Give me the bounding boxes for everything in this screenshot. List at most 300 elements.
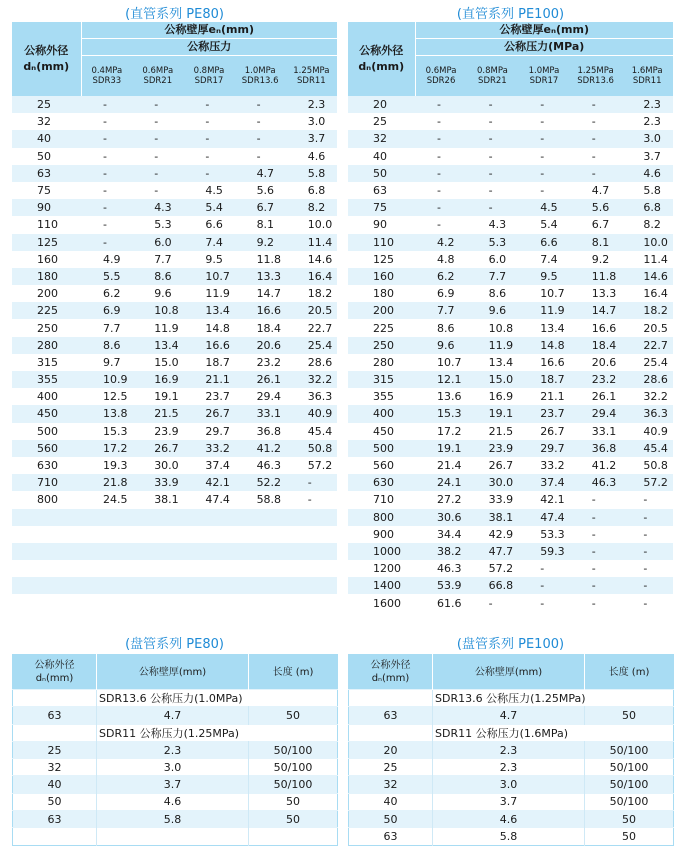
length-cell: 50/100 [585, 793, 674, 810]
wall-cell: 4.3 [467, 216, 519, 233]
wall-cell: 6.8 [286, 182, 337, 199]
wall-cell [286, 560, 337, 577]
wall-cell [286, 594, 337, 611]
wall-cell: 2.3 [433, 759, 585, 776]
dn-cell: 560 [12, 440, 81, 457]
dn-header: 公称外径 dₙ(mm) [348, 22, 415, 96]
wall-cell: 36.8 [235, 423, 286, 440]
pe100-straight-table [348, 22, 673, 612]
wall-cell: - [467, 594, 519, 611]
table-row [348, 491, 673, 508]
wall-cell: 7.7 [132, 251, 183, 268]
wall-cell: 57.2 [621, 474, 673, 491]
dn-cell: 63 [348, 182, 415, 199]
wall-cell: 3.7 [97, 776, 249, 793]
dn-cell: 560 [348, 457, 415, 474]
wall-cell: 4.7 [97, 707, 249, 724]
table-row [13, 707, 338, 724]
wall-cell: - [183, 148, 234, 165]
wall-cell: - [467, 148, 519, 165]
length-cell: 50/100 [585, 759, 674, 776]
wall-cell: 6.8 [621, 199, 673, 216]
dn-cell: 160 [348, 268, 415, 285]
wall-cell [235, 594, 286, 611]
dn-cell [12, 594, 81, 611]
table-row [348, 285, 673, 302]
table-row [349, 707, 674, 724]
table-row [12, 594, 337, 611]
wall-cell: 19.1 [132, 388, 183, 405]
sdr-group-label: SDR11 公称压力(1.25MPa) [97, 724, 338, 741]
wall-cell: 14.8 [518, 337, 570, 354]
wall-cell: - [132, 165, 183, 182]
wall-cell: 3.0 [621, 130, 673, 147]
wall-cell: 21.5 [132, 405, 183, 422]
dn-header: 公称外径 dₙ(mm) [13, 655, 97, 690]
wall-cell: - [132, 113, 183, 130]
dn-cell: 40 [349, 793, 433, 810]
table-row [12, 113, 337, 130]
table-row [348, 337, 673, 354]
wall-cell: 33.2 [518, 457, 570, 474]
wall-cell: 11.9 [518, 302, 570, 319]
wall-cell: 15.3 [81, 423, 132, 440]
length-cell: 50 [585, 811, 674, 828]
dn-cell: 32 [349, 776, 433, 793]
pressure-sdr-header: 1.25MPa SDR11 [286, 56, 337, 97]
wall-cell: 59.3 [518, 543, 570, 560]
wall-cell: 61.6 [415, 594, 467, 611]
wall-cell: 6.0 [132, 234, 183, 251]
pe80-straight-caption: (直管系列 PE80) [125, 7, 224, 22]
wall-cell: - [518, 577, 570, 594]
table-row [13, 793, 338, 810]
wall-cell: 7.7 [467, 268, 519, 285]
dn-cell: 355 [12, 371, 81, 388]
dn-cell: 40 [12, 130, 81, 147]
dn-cell: 1600 [348, 594, 415, 611]
wall-cell: - [183, 113, 234, 130]
wall-cell: 28.6 [621, 371, 673, 388]
table-row [348, 96, 673, 113]
wall-cell: - [518, 148, 570, 165]
dn-cell: 180 [12, 268, 81, 285]
dn-cell: 75 [348, 199, 415, 216]
wall-cell: 47.4 [518, 509, 570, 526]
table-row [12, 543, 337, 560]
wall-cell: - [621, 594, 673, 611]
dn-cell: 32 [12, 113, 81, 130]
wall-cell: 21.8 [81, 474, 132, 491]
wall-cell: 21.1 [518, 388, 570, 405]
wall-cell [235, 560, 286, 577]
table-row [12, 474, 337, 491]
wall-cell: 10.7 [518, 285, 570, 302]
table-row [348, 234, 673, 251]
wall-cell: 5.3 [467, 234, 519, 251]
wall-cell: 29.7 [183, 423, 234, 440]
dn-cell: 280 [12, 337, 81, 354]
dn-cell: 75 [12, 182, 81, 199]
table-row [12, 405, 337, 422]
wall-cell: 42.1 [183, 474, 234, 491]
sdr-group-label: SDR13.6 公称压力(1.25MPa) [433, 690, 674, 707]
pressure-sdr-header: 0.8MPa SDR21 [467, 56, 519, 97]
wall-cell: - [81, 96, 132, 113]
wall-cell: 23.2 [235, 354, 286, 371]
wall-cell: 11.9 [183, 285, 234, 302]
wall-cell: 4.9 [81, 251, 132, 268]
wall-cell [132, 543, 183, 560]
wall-cell: 4.2 [415, 234, 467, 251]
wall-cell: - [81, 182, 132, 199]
wall-cell: - [415, 130, 467, 147]
wall-cell: 8.1 [235, 216, 286, 233]
dn-cell: 250 [348, 337, 415, 354]
wall-cell [132, 509, 183, 526]
wall-cell: - [183, 96, 234, 113]
wall-cell: 23.9 [467, 440, 519, 457]
table-row [348, 268, 673, 285]
wall-cell: 6.9 [415, 285, 467, 302]
wall-cell: 6.0 [467, 251, 519, 268]
dn-cell: 500 [12, 423, 81, 440]
wall-cell: 3.7 [286, 130, 337, 147]
wall-cell: - [467, 130, 519, 147]
wall-cell: 5.6 [235, 182, 286, 199]
wall-cell [81, 560, 132, 577]
wall-cell: - [570, 130, 622, 147]
wall-cell [235, 526, 286, 543]
dn-cell: 40 [13, 776, 97, 793]
wall-cell: 8.6 [81, 337, 132, 354]
table-row [349, 741, 674, 758]
wall-cell: 9.6 [467, 302, 519, 319]
table-row [12, 268, 337, 285]
length-cell: 50 [249, 811, 338, 828]
wall-cell: 57.2 [286, 457, 337, 474]
wall-cell: 16.6 [518, 354, 570, 371]
wall-cell: 4.6 [286, 148, 337, 165]
table-row [348, 302, 673, 319]
wall-cell: - [467, 113, 519, 130]
dn-cell: 500 [348, 440, 415, 457]
dn-cell: 63 [349, 707, 433, 724]
dn-cell: 315 [12, 354, 81, 371]
wall-cell: 17.2 [415, 423, 467, 440]
wall-cell: 23.2 [570, 371, 622, 388]
wall-cell: 3.7 [621, 148, 673, 165]
table-row [348, 199, 673, 216]
wall-cell: - [570, 560, 622, 577]
table-row [348, 457, 673, 474]
wall-cell: - [518, 130, 570, 147]
wall-cell: 52.2 [235, 474, 286, 491]
wall-cell: 57.2 [467, 560, 519, 577]
table-row [12, 354, 337, 371]
wall-cell: - [467, 165, 519, 182]
dn-cell: 125 [348, 251, 415, 268]
wall-cell: 3.0 [433, 776, 585, 793]
wall-cell: 10.7 [415, 354, 467, 371]
wall-cell: - [467, 96, 519, 113]
wall-cell: 33.1 [570, 423, 622, 440]
wall-cell [235, 509, 286, 526]
table-row [348, 319, 673, 336]
wall-cell [97, 828, 249, 845]
dn-cell: 32 [13, 759, 97, 776]
table-row [348, 216, 673, 233]
table-row [348, 113, 673, 130]
dn-cell: 63 [13, 707, 97, 724]
wall-cell: 6.6 [518, 234, 570, 251]
wall-cell: - [235, 113, 286, 130]
wall-cell: - [81, 199, 132, 216]
wall-cell: 33.9 [467, 491, 519, 508]
wall-cell: - [415, 182, 467, 199]
wall-cell: 17.2 [81, 440, 132, 457]
length-cell: 50/100 [249, 776, 338, 793]
wall-cell: 10.8 [132, 302, 183, 319]
wall-cell: 29.7 [518, 440, 570, 457]
pressure-sdr-header: 0.8MPa SDR17 [183, 56, 234, 97]
wall-cell [286, 526, 337, 543]
dn-cell: 50 [12, 148, 81, 165]
table-row [12, 337, 337, 354]
dn-cell: 710 [348, 491, 415, 508]
wall-cell [132, 560, 183, 577]
length-header: 长度 (m) [585, 655, 674, 690]
wall-cell: 19.3 [81, 457, 132, 474]
table-row [348, 509, 673, 526]
wall-cell: - [570, 113, 622, 130]
wall-cell: 18.4 [235, 319, 286, 336]
wall-cell: 24.5 [81, 491, 132, 508]
wall-cell: 30.0 [467, 474, 519, 491]
wall-cell: 8.6 [415, 319, 467, 336]
wall-cell: 50.8 [621, 457, 673, 474]
dn-cell [13, 724, 97, 741]
wall-cell: 9.2 [570, 251, 622, 268]
wall-cell: 8.2 [621, 216, 673, 233]
table-row [13, 724, 338, 741]
dn-cell: 200 [12, 285, 81, 302]
wall-cell: 4.5 [183, 182, 234, 199]
dn-cell: 160 [12, 251, 81, 268]
wall-cell: 25.4 [286, 337, 337, 354]
length-cell: 50/100 [585, 776, 674, 793]
table-row [13, 776, 338, 793]
wall-cell: 8.1 [570, 234, 622, 251]
wall-cell: 6.2 [81, 285, 132, 302]
wall-cell: - [81, 130, 132, 147]
wall-cell: 21.4 [415, 457, 467, 474]
wall-cell [235, 543, 286, 560]
wall-cell: 6.7 [570, 216, 622, 233]
wall-cell: 16.9 [132, 371, 183, 388]
wall-cell: - [415, 148, 467, 165]
dn-cell [349, 690, 433, 707]
wall-cell: 37.4 [183, 457, 234, 474]
table-row [348, 371, 673, 388]
dn-cell [12, 560, 81, 577]
table-row [348, 388, 673, 405]
wall-cell: 7.4 [183, 234, 234, 251]
dn-cell: 1000 [348, 543, 415, 560]
wall-cell: 7.4 [518, 251, 570, 268]
wall-cell: 5.5 [81, 268, 132, 285]
wall-cell: - [621, 509, 673, 526]
wall-cell: 16.6 [183, 337, 234, 354]
pressure-sdr-header: 0.6MPa SDR21 [132, 56, 183, 97]
wall-cell: 9.6 [132, 285, 183, 302]
table-row [348, 130, 673, 147]
wall-cell: 20.5 [621, 319, 673, 336]
wall-cell: 27.2 [415, 491, 467, 508]
wall-thickness-header: 公称壁厚eₙ(mm) [81, 22, 337, 39]
wall-cell: 41.2 [235, 440, 286, 457]
wall-cell: 2.3 [621, 96, 673, 113]
length-cell [249, 828, 338, 845]
wall-cell: 11.9 [467, 337, 519, 354]
table-row [12, 526, 337, 543]
wall-cell [132, 526, 183, 543]
wall-cell: 5.8 [621, 182, 673, 199]
wall-cell: 40.9 [621, 423, 673, 440]
wall-cell: - [81, 234, 132, 251]
dn-cell: 40 [348, 148, 415, 165]
pe80-coil-caption: (盘管系列 PE80) [125, 637, 224, 652]
wall-cell [286, 543, 337, 560]
length-cell: 50/100 [249, 759, 338, 776]
wall-cell: - [81, 148, 132, 165]
wall-cell: 37.4 [518, 474, 570, 491]
wall-cell: 26.7 [132, 440, 183, 457]
table-row [12, 285, 337, 302]
dn-cell: 20 [349, 741, 433, 758]
wall-cell: 26.7 [467, 457, 519, 474]
length-header: 长度 (m) [249, 655, 338, 690]
wall-cell: 15.3 [415, 405, 467, 422]
wall-cell [81, 509, 132, 526]
wall-cell: 9.5 [183, 251, 234, 268]
dn-cell: 25 [12, 96, 81, 113]
wall-cell: 50.8 [286, 440, 337, 457]
dn-cell: 63 [12, 165, 81, 182]
table-row [348, 577, 673, 594]
wall-cell: 23.7 [183, 388, 234, 405]
wall-cell: - [570, 526, 622, 543]
dn-cell: 180 [348, 285, 415, 302]
wall-cell: 28.6 [286, 354, 337, 371]
wall-cell: - [570, 594, 622, 611]
wall-cell: 6.6 [183, 216, 234, 233]
dn-cell: 25 [13, 741, 97, 758]
table-row [12, 234, 337, 251]
dn-cell: 63 [13, 811, 97, 828]
table-row [12, 371, 337, 388]
wall-cell: 32.2 [286, 371, 337, 388]
wall-cell: 14.7 [235, 285, 286, 302]
table-row [12, 199, 337, 216]
wall-cell: - [415, 96, 467, 113]
wall-cell: 38.2 [415, 543, 467, 560]
wall-cell: 2.3 [286, 96, 337, 113]
wall-cell: 10.7 [183, 268, 234, 285]
pe100-straight-caption: (直管系列 PE100) [456, 7, 565, 22]
wall-cell: 9.6 [415, 337, 467, 354]
wall-cell: 6.9 [81, 302, 132, 319]
table-row [349, 690, 674, 707]
pressure-header: 公称压力 [81, 39, 337, 56]
length-cell: 50/100 [249, 741, 338, 758]
pressure-sdr-header: 1.0MPa SDR17 [518, 56, 570, 97]
wall-cell: 41.2 [570, 457, 622, 474]
dn-cell [13, 828, 97, 845]
wall-cell: 33.2 [183, 440, 234, 457]
wall-cell: 14.8 [183, 319, 234, 336]
wall-cell: - [518, 560, 570, 577]
wall-cell: 12.1 [415, 371, 467, 388]
dn-cell: 90 [348, 216, 415, 233]
dn-cell: 800 [12, 491, 81, 508]
table-row [12, 388, 337, 405]
table-row [348, 251, 673, 268]
wall-cell: 26.1 [570, 388, 622, 405]
wall-cell: 20.5 [286, 302, 337, 319]
wall-cell: - [286, 474, 337, 491]
table-row [13, 741, 338, 758]
dn-cell: 32 [348, 130, 415, 147]
wall-cell: 33.9 [132, 474, 183, 491]
wall-cell: - [570, 96, 622, 113]
table-row [12, 96, 337, 113]
wall-cell: 4.7 [433, 707, 585, 724]
wall-cell: - [415, 165, 467, 182]
dn-cell: 25 [349, 759, 433, 776]
wall-cell: 46.3 [570, 474, 622, 491]
dn-cell: 710 [12, 474, 81, 491]
wall-cell: - [570, 509, 622, 526]
wall-cell: 9.2 [235, 234, 286, 251]
pe80-straight-table [12, 22, 337, 612]
table-row [348, 594, 673, 611]
wall-cell: 5.8 [433, 828, 585, 845]
table-row [349, 759, 674, 776]
table-row [13, 759, 338, 776]
wall-cell: 30.0 [132, 457, 183, 474]
wall-cell: 36.8 [570, 440, 622, 457]
dn-cell: 250 [12, 319, 81, 336]
wall-cell: 33.1 [235, 405, 286, 422]
wall-thickness-header: 公称壁厚(mm) [433, 655, 585, 690]
wall-cell: - [621, 543, 673, 560]
wall-cell: 11.4 [286, 234, 337, 251]
wall-cell: 6.7 [235, 199, 286, 216]
dn-cell: 630 [348, 474, 415, 491]
wall-cell: 14.6 [286, 251, 337, 268]
wall-cell: 11.8 [235, 251, 286, 268]
wall-cell [183, 577, 234, 594]
table-row [348, 182, 673, 199]
wall-cell: 40.9 [286, 405, 337, 422]
wall-cell: - [183, 165, 234, 182]
wall-cell: 10.8 [467, 319, 519, 336]
wall-cell: 38.1 [467, 509, 519, 526]
dn-cell: 110 [348, 234, 415, 251]
dn-cell: 900 [348, 526, 415, 543]
table-row [12, 457, 337, 474]
